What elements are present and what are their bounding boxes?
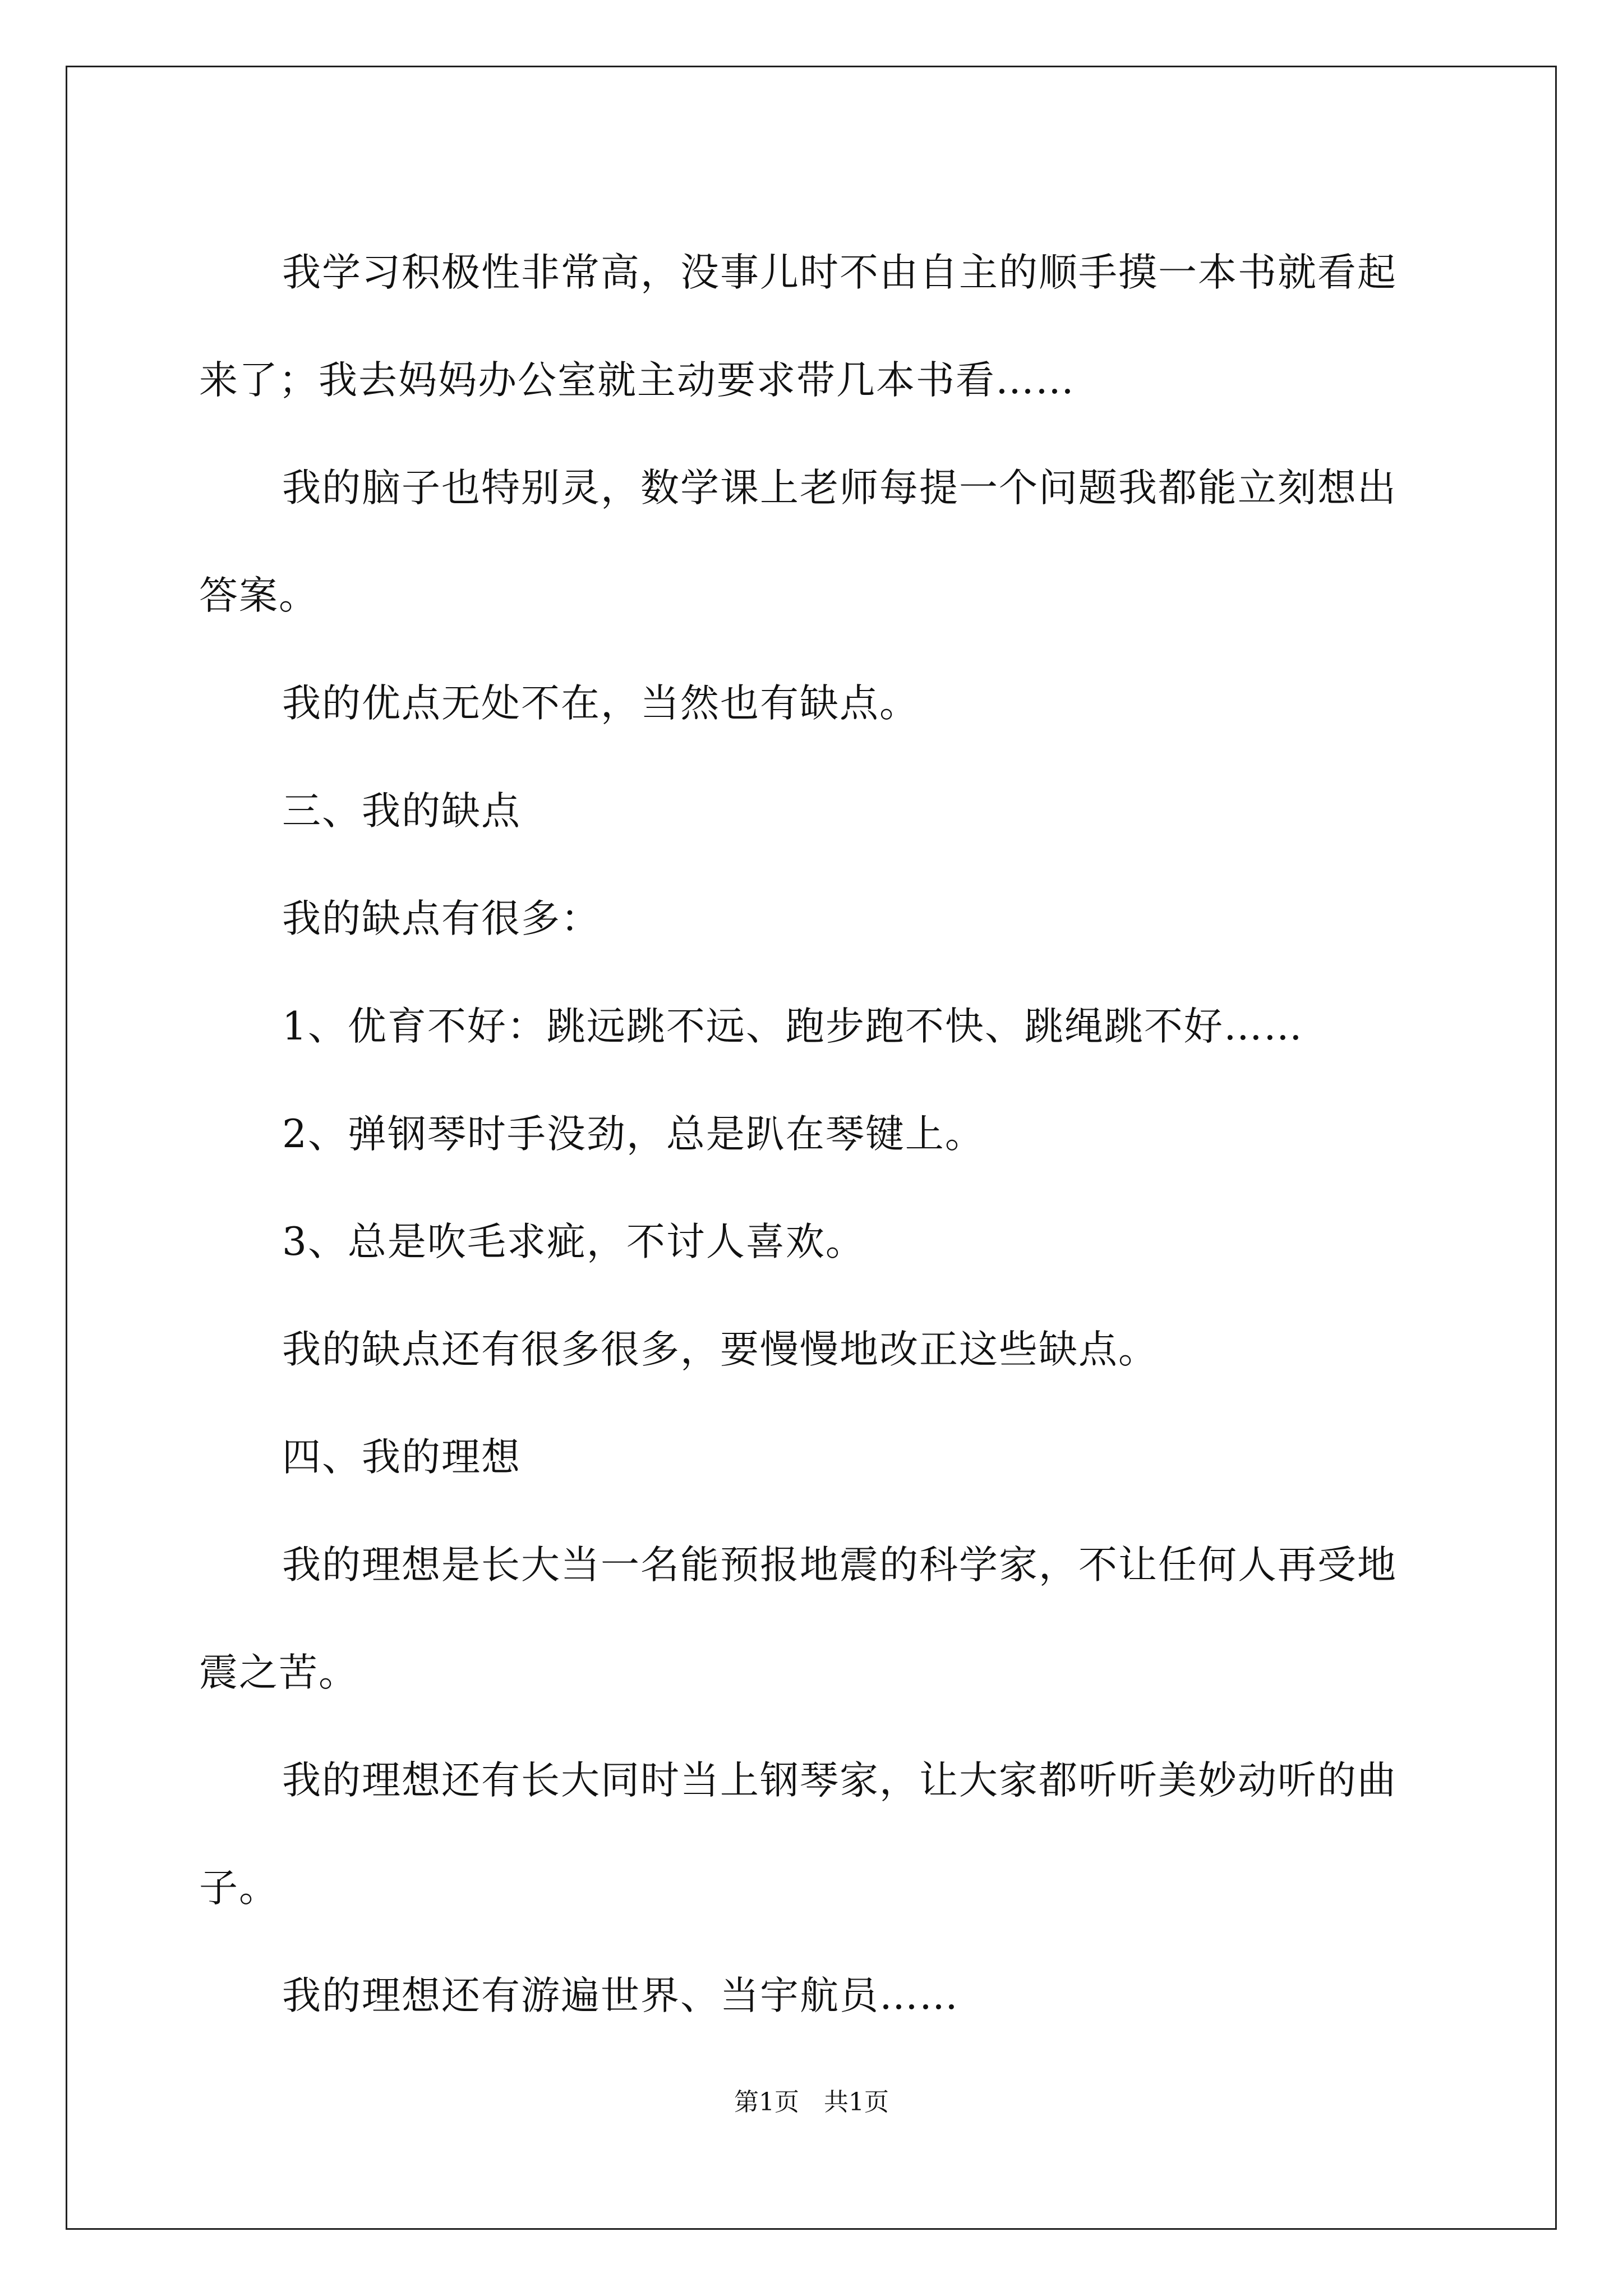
paragraph: 我学习积极性非常高，没事儿时不由自主的顺手摸一本书就看起来了；我去妈妈办公室就主动要求带几本书看…… [199,250,1397,403]
list-item: 2、弹钢琴时手没劲，总是趴在琴键上。 [282,1112,985,1157]
page-total: 共1页 [824,2088,889,2116]
list-item: 1、优育不好：跳远跳不远、跑步跑不快、跳绳跳不好…… [282,1004,1303,1049]
paragraph: 我的缺点有很多： [282,896,601,941]
document-body [199,219,1436,2050]
paragraph: 我的理想是长大当一名能预报地震的科学家，不让任何人再受地震之苦。 [199,1543,1397,1695]
page-number: 第1页 [734,2088,799,2116]
section-heading: 三、我的缺点 [282,789,521,834]
list-item: 3、总是吹毛求疵，不讨人喜欢。 [282,1220,865,1264]
paragraph: 我的脑子也特别灵，数学课上老师每提一个问题我都能立刻想出答案。 [199,466,1397,618]
paragraph: 我的理想还有长大同时当上钢琴家，让大家都听听美妙动听的曲子。 [199,1758,1397,1911]
paragraph: 我的缺点还有很多很多，要慢慢地改正这些缺点。 [282,1327,1158,1372]
paragraph: 我的优点无处不在，当然也有缺点。 [282,681,919,726]
section-heading: 四、我的理想 [282,1435,521,1480]
page-footer [0,2086,1623,2119]
paragraph: 我的理想还有游遍世界、当宇航员…… [282,1973,959,2018]
